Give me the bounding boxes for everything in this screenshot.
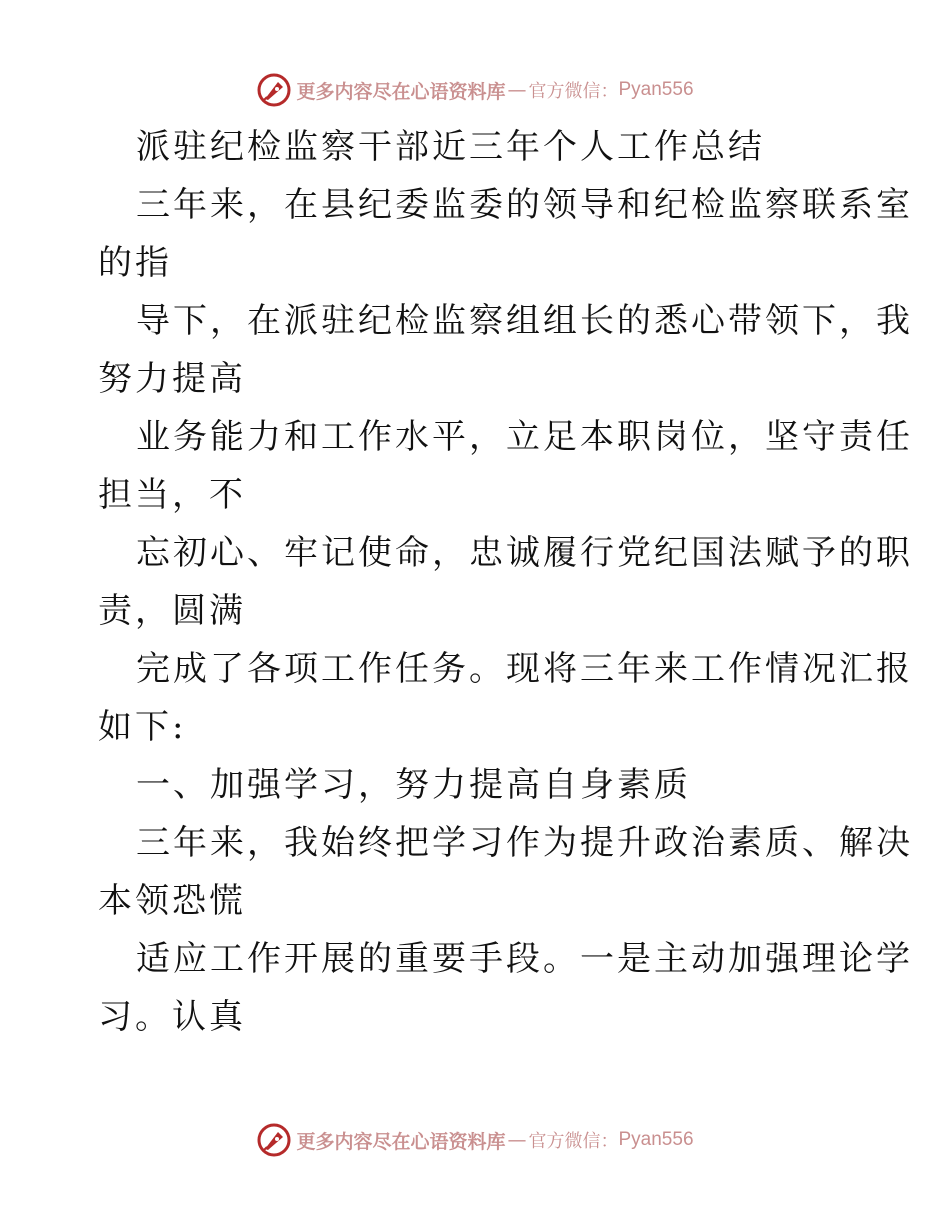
text-line: 责，圆满 [98, 591, 246, 631]
watermark-separator: — [507, 1129, 527, 1151]
watermark-id: Pyan556 [618, 1129, 694, 1150]
text-line: 导下，在派驻纪检监察组组长的悉心带领下，我 [136, 301, 913, 341]
text-line: 三年来，在县纪委监委的领导和纪检监察联系室 [136, 185, 913, 225]
text-line: 业务能力和工作水平，立足本职岗位，坚守责任 [136, 417, 913, 457]
text-line: 本领恐慌 [98, 881, 246, 921]
document-body [98, 118, 913, 1046]
text-line: 适应工作开展的重要手段。一是主动加强理论学 [136, 939, 913, 979]
text-line: 努力提高 [98, 359, 246, 399]
pen-nib-logo-icon [256, 72, 292, 108]
watermark-text: 更多内容尽在心语资料库 [296, 80, 506, 103]
header-watermark [0, 70, 950, 110]
document-title: 派驻纪检监察干部近三年个人工作总结 [136, 127, 765, 167]
text-line: 习。认真 [98, 997, 246, 1037]
text-line: 如下: [98, 707, 187, 747]
pen-nib-logo-icon [256, 1122, 292, 1158]
text-line: 忘初心、牢记使命，忠诚履行党纪国法赋予的职 [136, 533, 913, 573]
text-line: 完成了各项工作任务。现将三年来工作情况汇报 [136, 649, 913, 689]
watermark-sub: 官方微信： [528, 81, 619, 102]
watermark-text: 更多内容尽在心语资料库 [296, 1130, 506, 1153]
section-heading: 一、加强学习，努力提高自身素质 [136, 765, 691, 805]
text-line: 担当，不 [98, 475, 246, 515]
footer-watermark [0, 1120, 950, 1160]
text-line: 的指 [98, 243, 172, 283]
watermark-sub: 官方微信： [528, 1131, 619, 1152]
text-line: 三年来，我始终把学习作为提升政治素质、解决 [136, 823, 913, 863]
watermark-id: Pyan556 [618, 79, 694, 100]
watermark-separator: — [507, 79, 527, 101]
